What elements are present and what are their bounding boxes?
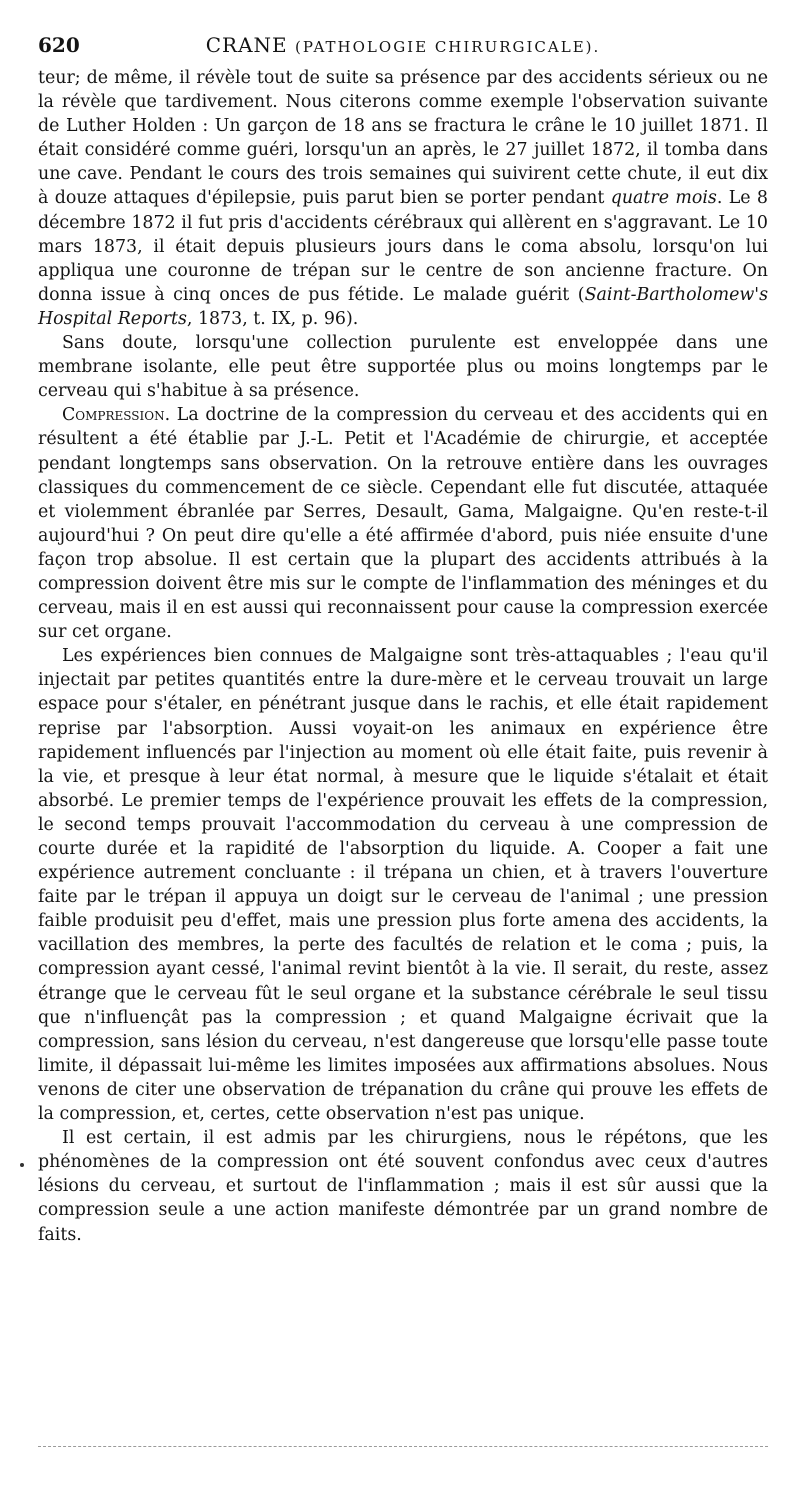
- paragraph-collection-purulente: [38, 331, 768, 403]
- body-text: [38, 66, 768, 1247]
- running-head-subtitle: (PATHOLOGIE CHIRURGICALE).: [294, 38, 601, 56]
- paragraph-text: teur; de même, il révèle tout de suite sa présence par des accidents sérieux ou ne la révèle que tardivement. Nous citerons comme exemple l'observation suivante de Luther Holden : Un garçon de 18 ans se fractura le crâne le 10 juillet 1871. Il était considéré comme guéri, lorsqu'un an après, le 27 juillet 1872, il tomba dans une cave. Pendant le cours des trois semaines qui suivirent cette chute, il eut dix à douze attaques d'épilepsie, puis parut bien se porter pendant: [38, 68, 768, 209]
- book-page: [38, 30, 768, 1247]
- italic-phrase: quatre mois: [610, 188, 717, 209]
- paragraph-text: Les expériences bien connues de Malgaigne sont très-attaquables ; l'eau qu'il injectait par petites quantités entre la dure-mère et le cerveau trouvait un large espace pour s'étaler, en pénétrant jusque dans le rachis, et elle était rapidement reprise par l'absorption. Aussi voyait-on les animaux en expérience être rapidement influencés par l'injection au moment où elle était faite, puis revenir à la vie, et presque à leur état normal, à mesure que le liquide s'étalait et était absorbé. Le premier temps de l'expérience prouvait les effets de la compression, le second temps prouvait l'accommodation du cerveau à une compression de courte durée et la rapidité de l'absorption du liquide. A. Cooper a fait une expérience autrement concluante : il trépana un chien, et à travers l'ouverture faite par le trépan il appuya un doigt sur le cerveau de l'animal ; une pression faible produisit peu d'effet, mais une pression plus forte amena des accidents, la vacillation des membres, la perte des facultés de relation et le coma ; puis, la compression ayant cessé, l'animal revint bientôt à la vie. Il serait, du reste, assez étrange que le cerveau fût le seul organe et la substance cérébrale le seul tissu que n'influençât pas la compression ; et quand Malgaigne écrivait que la compression, sans lésion du cerveau, n'est dangereuse que lorsqu'elle passe toute limite, il dépassait lui-même les limites imposées aux affirmations absolues. Nous venons de citer une observation de trépanation du crâne qui prouve les effets de la compression, et, certes, cette observation n'est pas unique.: [38, 646, 768, 1125]
- paragraph-compression: [38, 403, 768, 644]
- paragraph-luther-holden: [38, 66, 768, 331]
- paragraph-text: Il est certain, il est admis par les chirurgiens, nous le répétons, que les phénomènes de la compression ont été souvent confondus avec ceux d'autres lésions du cerveau, et surtout de l'inflammation ; mais il est sûr aussi que la compression seule a une action manifeste démontrée par un grand nombre de faits.: [38, 1128, 768, 1245]
- paragraph-text: Sans doute, lorsqu'une collection purulente est enveloppée dans une membrane isolante, elle peut être supportée plus ou moins longtemps par le cerveau qui s'habitue à sa présence.: [38, 333, 768, 402]
- running-head: [38, 30, 768, 62]
- page-number: 620: [38, 33, 80, 57]
- bottom-dashed-rule: [38, 1446, 768, 1447]
- citation-details: , 1873, t. IX, p. 96).: [186, 308, 359, 329]
- paragraph-text: . Le 8 décembre 1872 il fut pris d'accidents cérébraux qui allèrent en s'aggravant. Le 10 mars 1873, il était depuis plusieurs jours dans le coma absolu, lorsqu'on lui appliqua une couronne de trépan sur le centre de son ancienne fracture. On donna issue à cinq onces de pus fétide. Le malade guérit (: [38, 188, 768, 305]
- page-header: [38, 30, 768, 60]
- paragraph-conclusion: [38, 1126, 768, 1246]
- citation-source: Saint-Bartholomew's Hospital Reports: [38, 284, 768, 329]
- section-heading: Compression.: [62, 405, 171, 426]
- running-head-title: CRANE: [205, 33, 288, 57]
- paragraph-malgaigne-experiences: [38, 644, 768, 1126]
- margin-mark: [20, 1163, 24, 1167]
- paragraph-text: La doctrine de la compression du cerveau et des accidents qui en résultent a été établie par J.-L. Petit et l'Académie de chirurgie, et acceptée pendant longtemps sans observation. On la retrouve entière dans les ouvrages classiques du commencement de ce siècle. Cependant elle fut discutée, attaquée et violemment ébranlée par Serres, Desault, Gama, Malgaigne. Qu'en reste-t-il aujourd'hui ? On peut dire qu'elle a été affirmée d'abord, puis niée ensuite d'une façon trop absolue. Il est certain que la plupart des accidents attribués à la compression doivent être mis sur le compte de l'inflammation des méninges et du cerveau, mais il en est aussi qui reconnaissent pour cause la compression exercée sur cet organe.: [38, 405, 768, 643]
